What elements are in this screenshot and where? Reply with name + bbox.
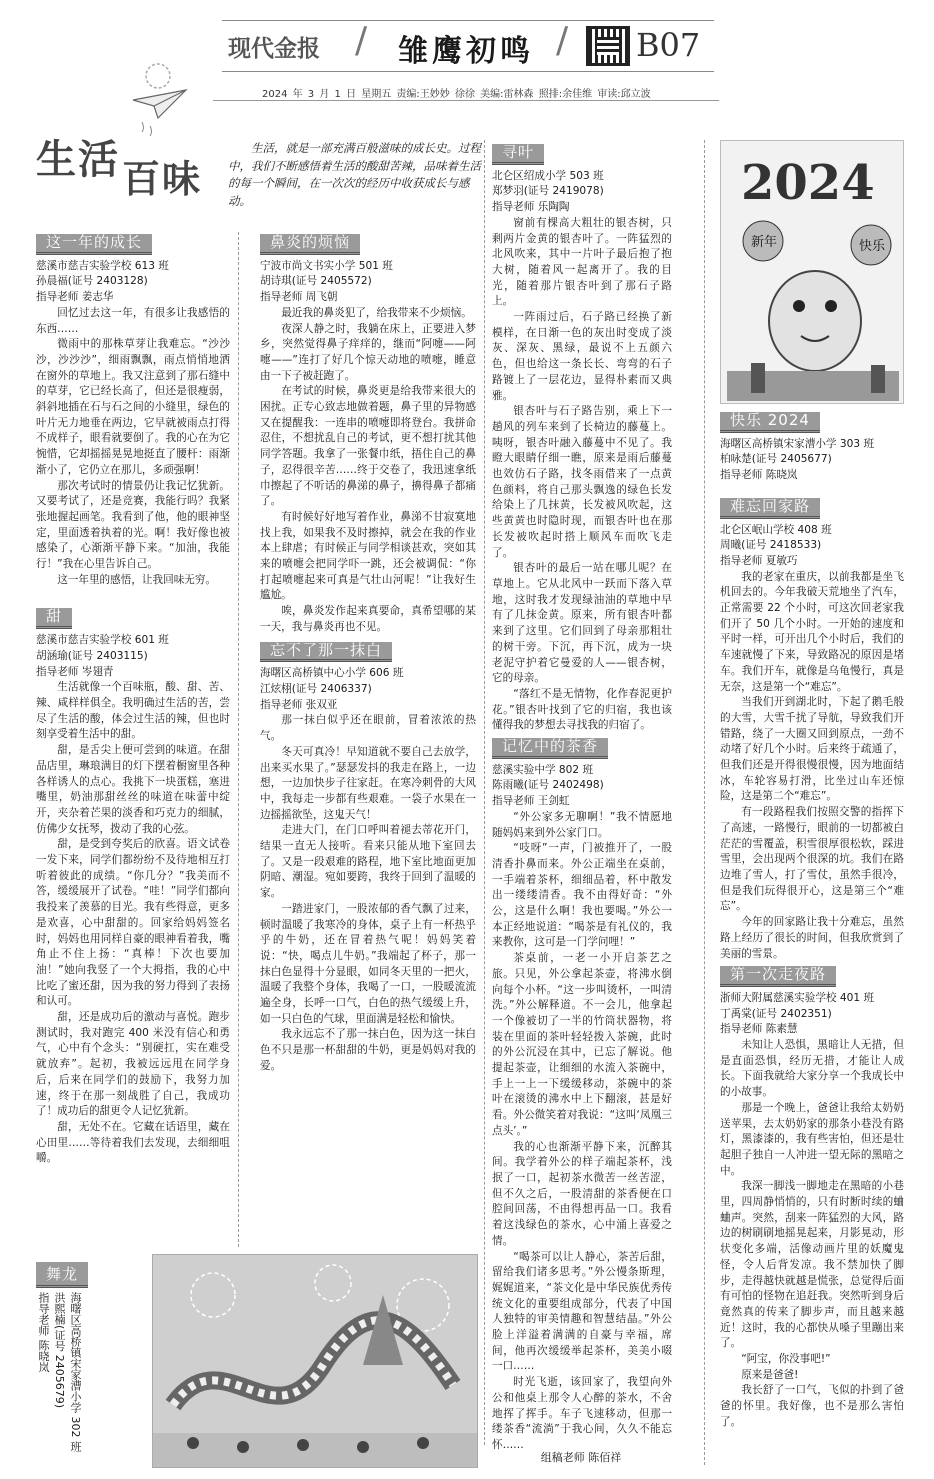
paragraph: 时光飞逝，该回家了，我望向外公和他桌上那令人心醉的茶水，不舍地挥了挥手。车子飞速移动，但那一缕茶香“流淌”于我心间，久久不能忘怀…… xyxy=(492,1376,672,1451)
paragraph: 最近我的鼻炎犯了，给我带来不少烦恼。 xyxy=(281,306,472,319)
paragraph: 回忆过去这一年，有很多让我感悟的东西…… xyxy=(36,306,230,335)
dragon-dance-drawing-icon xyxy=(153,1255,478,1468)
artwork-dragon-dance xyxy=(152,1254,478,1468)
footer-editor: 组稿老师 陈佰祥 xyxy=(540,1451,622,1464)
section-intro: 生活，就是一部充满百般滋味的成长史。过程中，我们不断感悟着生活的酸甜苦辣，品味着生活的每一个瞬间，在一次次的经历中收获成长与感动。 xyxy=(228,141,481,208)
article-author: 江炫栩(证号 2406337) xyxy=(260,682,372,695)
article-teacher: 指导老师 张双亚 xyxy=(260,698,338,711)
paragraph: 一阵雨过后，石子路已经换了新模样，在日渐一色的灰出时变成了淡灰、深灰、黑绿，最说不上五颜六色，但也给这一条长长、弯弯的石子路镀上了一层花边，显得朴素而又典雅。 xyxy=(492,311,672,402)
paragraph: 今年的回家路让我十分难忘，虽然路上经历了很长的时间，但我欣赏到了美丽的雪景。 xyxy=(720,916,904,960)
article-school: 北仑区岷山学校 408 班 xyxy=(720,523,832,536)
paragraph: 我长舒了一口气，飞似的扑到了爸爸的怀里。我好像，也不是那么害怕了。 xyxy=(720,1384,904,1428)
paragraph: 甜，是舌尖上便可尝到的味道。在甜品店里，琳琅满目的灯下摆着橱窗里各种各样诱人的点心。我挑下一块蛋糕，塞进嘴里，奶油那甜丝丝的味道在味蕾中绽开，夹杂着芒果的淡香和巧克力的细腻，仿佛少女抚琴，拨动了我的心弦。 xyxy=(36,744,230,835)
qr-code-icon xyxy=(586,26,630,66)
paragraph: 窗前有棵高大粗壮的银杏树，只剩两片金黄的银杏叶了。一阵猛烈的北风吹来，其中一片叶子最后抱了抱大树，随着风一起离开了。我的目光，随着那片银杏叶到了那石子路上。 xyxy=(492,216,672,308)
article-teacher: 指导老师 陈晓岚 xyxy=(720,469,798,482)
paper-plane-icon xyxy=(128,60,188,140)
paragraph: “外公家多无聊啊！”我不情愿地随妈妈来到外公家门口。 xyxy=(492,810,672,839)
svg-text:快乐: 快乐 xyxy=(859,239,886,254)
paragraph: “落红不是无情物，化作春泥更护花。”银杏叶找到了它的归宿，我也该懂得我的梦想去寻找我的归宿了。 xyxy=(492,687,672,732)
paragraph: 银杏叶的最后一站在哪儿呢？在草地上。它从北风中一跃而下落入草地，这时我才发现绿油油的草地中早有了几抹金黄。原来，所有银杏叶都来到了这里。它们回到了母亲那粗壮的树干旁。下沉，再下沉，成为一块老泥守护着它曼爱的人——银杏树，它的母亲。 xyxy=(492,562,672,685)
article-author: 周曦(证号 2418533) xyxy=(720,539,822,552)
artwork-teacher: 指导老师 陈晓岚 xyxy=(37,1292,50,1373)
paragraph: 我永远忘不了那一抹白色，因为这一抹白色不只是那一杯甜甜的牛奶，更是妈妈对我的爱。 xyxy=(260,1028,476,1072)
column-4 xyxy=(720,408,904,1431)
section-title-sub: 百味 xyxy=(122,156,203,201)
article-teacher: 指导老师 岑翅青 xyxy=(36,665,114,678)
article-heading: 甜 xyxy=(36,608,72,629)
article-school: 宁波市尚文书实小学 501 班 xyxy=(260,259,393,272)
column-2 xyxy=(260,230,476,1075)
article-school: 慈溪实验中学 802 班 xyxy=(492,763,594,776)
article-teacher: 指导老师 夏敏巧 xyxy=(720,554,798,567)
masthead-divider: / xyxy=(355,20,368,61)
column-1 xyxy=(36,230,230,1167)
paragraph: 甜，是受到夸奖后的欣喜。语文试卷一发下来，同学们都纷纷不及待地相互打听着彼此的成绩。“你几分？”我美而不答，缓缓展开了试卷。“哇！”同学们都向我投来了羡慕的目光。我有些得意，更多是欢喜，心中甜甜的。回家给妈妈签名时，妈妈也用同样自豪的眼神看着我，嘴角止不住上扬：“真棒！下次也要加油！”她向我竖了一个大拇指，我的心中比吃了蜜还甜，因为我的努力得到了表扬和认可。 xyxy=(36,838,230,1008)
paragraph: 当我们开到湖北时，下起了鹅毛般的大雪，大雪千扰了导航，导致我们开错路，绕了一大圈又回到原点，一劲不动堵了好几个小时。后来终于疏通了，但我们还是开得很慢很慢，因为地面结冰，车轮容易打滑，比坐过山车还惊险，这是第二个“难忘”。 xyxy=(720,696,904,803)
page-title: 雏鹰初鸣 xyxy=(398,34,534,69)
paragraph: 有时候好好地写着作业，鼻涕不甘寂寞地找上我，如果我不及时擦掉，就会在我的作业本上肆虐；有时候正与同学相谈甚欢，突如其来的喷嚏会把同学吓一跳，还会被调侃：“你打起喷嚏起来可真是气壮山河呢！”让我好生尴尬。 xyxy=(260,510,476,602)
paragraph: 微雨中的那株草芽让我难忘。“沙沙沙，沙沙沙”，细雨飘飘，雨点悄悄地洒在窗外的草地上。我又注意到了那石缝中的草芽，它已经长高了，但还是很瘦弱，斜斜地插在石与石之间的小缝里，绿色的叶片无力地垂在两边，它早就被雨点打得不成样子，眼看就要倒了。我的心在为它惋惜，它却摇摇晃晃地挺直了腰杆：雨渐渐小了，它仍立在那儿，多顽强啊！ xyxy=(36,338,230,476)
paragraph: 我的心也渐渐平静下来，沉醉其间。我学着外公的样子端起茶杯，浅抿了一口，起初茶水微苦一丝苦涩，但不久之后，一股清甜的茶香便在口腔间回荡，不由得想再品一口。我看着这浅绿色的茶水，心中涌上喜爱之情。 xyxy=(492,1140,672,1247)
article-author: 胡诗琪(证号 2405572) xyxy=(260,275,372,288)
paragraph: 茶桌前，一老一小开启茶艺之旅。只见，外公拿起茶壶，将沸水倒向每个小杯。“这一步叫烫杯，一叫清洗。”外公解释道。不一会儿，他拿起一个像被切了一半的竹筒状器物，将装在里面的茶叶轻轻拨入茶碗，此时的外公沉浸在其中，已忘了解说。他提起茶壶，让细细的水流入茶碗中，手上一上一下缓缓移动，茶碗中的茶叶在滚烫的沸水中上下翻滚，甚是好看。外公微笑着对我说：“这叫‘凤凰三点头’。” xyxy=(492,952,672,1137)
article-author: 丁禹棠(证号 2402351) xyxy=(720,1007,832,1020)
article-author: 柏咏楚(证号 2405677) xyxy=(720,453,832,466)
paragraph: 我的老家在重庆，以前我都是坐飞机回去的。今年我破天荒地坐了汽车，正常需要 22 个小时，可这次回老家我们开了 50 几个小时。一开始的速度和平时一样，可开出几个小时后，我们的车速就慢了下来，导致路况的原因是堵车。我们开车，就像是乌龟慢行，真是无奈，这是第一个“难忘”。 xyxy=(720,570,904,693)
paragraph: 那次考试时的情景仍让我记忆犹新。又要考试了，还是竞赛，我能行吗？我紧张地握起画笔。我看到了他，他的眼神坚定，里面透着执着的光。啊！我好像也被感染了，心渐渐平静下来。“加油，我能行！”我在心里告诉自己。 xyxy=(36,479,230,571)
paragraph: 甜，无处不在。它藏在话语里，藏在心田里……等待着我们去发现，去细细咀嚼。 xyxy=(36,1120,230,1165)
masthead-rule xyxy=(213,100,719,101)
article-teacher: 指导老师 陈素慧 xyxy=(720,1023,798,1036)
svg-text:新年: 新年 xyxy=(751,235,778,250)
column-divider xyxy=(484,140,485,1445)
page-number: B07 xyxy=(636,26,701,64)
paragraph: 这一年里的感悟，让我回味无穷。 xyxy=(57,573,217,586)
article-heading: 快乐 2024 xyxy=(720,412,820,433)
paragraph: “阿宝，你没事吧!” xyxy=(741,1353,831,1366)
artwork-caption xyxy=(36,1292,82,1462)
issue-info: 2024 年 3 月 1 日 星期五 责编:王妙妙 徐徐 美编:雷林森 照排:余佳维 审读:邱立波 xyxy=(262,89,651,100)
article-teacher: 指导老师 周飞朝 xyxy=(260,291,338,304)
paragraph: 原来是爸爸! xyxy=(741,1368,799,1381)
artwork-school: 海曙区高桥镇宋家漕小学 302 班 xyxy=(69,1292,82,1452)
paragraph: 那一抹白似乎还在眼前，冒着浓浓的热气。 xyxy=(260,714,476,743)
column-divider xyxy=(704,140,705,1465)
paragraph: 我深一脚浅一脚地走在黑暗的小巷里，四周静悄悄的，只有时断时续的蛐蛐声。突然，刮来一阵猛烈的大风，路边的树刷刷地摇晃起来，月影晃动，形状变化多端，活像动画片里的妖魔鬼怪，令人后背发凉。我不禁加快了脚步，走得越快就越是慌张，总觉得后面有可怕的怪物在追赶我。突然听到身后竟然真的传来了脚步声，而且越来越近！这时，我的心都快从嗓子里蹦出来了。 xyxy=(720,1180,904,1350)
paragraph: 在考试的时候，鼻炎更是给我带来很大的困扰。正专心致志地做着题，鼻子里的异物感又在提醒我：一连串的喷嚏即将登台。我拼命忍住，不想扰乱自己的考试，更不想打扰其他同学答题。我拿了一张餐巾纸，捂住自己的鼻子，忍得很辛苦……终于交卷了，我迅速拿纸巾擦起了不听话的鼻涕的鼻子，擤得鼻子都痛了。 xyxy=(260,385,476,508)
paragraph: 生活就像一个百味瓶，酸、甜、苦、辣、咸样样俱全。我明确过生活的苦，尝尽了生活的酸，体会过生活的辣，但也时刻享受着生活中的甜。 xyxy=(36,681,230,741)
paragraph: 有一段路程我们按照交警的指挥下了高速，一路慢行，眼前的一切都被白茫茫的雪覆盖，积雪很厚很松软，踩进雪里，会出现两个很深的坑。我们在路边堆了雪人，打了雪仗，虽然手很冷，但是我们玩得很开心，这是第三个“难忘”。 xyxy=(720,806,904,913)
paragraph: 冬天可真冷！早知道就不要自己去放学，出来买水果了。”瑟瑟发抖的我走在路上，一边想，一边加快步子往家赶。在寒冷刺骨的大风中，我每走一步都有些艰难。一袋子水果在一边摇摇欲坠，这鬼天气！ xyxy=(260,745,476,821)
paragraph: 未知让人恐惧，黑暗让人无措，但是直面恐惧，经历无措，才能让人成长。下面我就给大家分享一个我成长中的小故事。 xyxy=(720,1039,904,1099)
column-3 xyxy=(492,140,672,1454)
artwork-2024 xyxy=(720,140,904,404)
paragraph: 唉，鼻炎发作起来真要命，真希望哪的某一天，我与鼻炎再也不见。 xyxy=(260,605,476,633)
article-teacher: 指导老师 姜志华 xyxy=(36,291,114,304)
article-school: 海曙区高桥镇宋家漕小学 303 班 xyxy=(720,437,875,450)
paragraph: 甜，还是成功后的激动与喜悦。跑步测试时，我对跑完 400 米没有信心和勇气，心中有个念头：“别硬扛，实在难受就放弃”。起初，我被远远甩在同学身后，后来在同学们的鼓励下，我努力加速，终于在那一刻战胜了自己，我成功了！成功后的甜更令人记忆犹新。 xyxy=(36,1011,230,1118)
masthead-divider: / xyxy=(556,20,569,61)
article-author: 孙晨福(证号 2403128) xyxy=(36,275,148,288)
paragraph: “吱呀”一声，门被推开了，一股清香扑鼻而来。外公正端坐在桌前，一手端着茶杯，细细品着，杯中散发出一缕缕清香。我不由得好奇：“外公，这是什么啊！我也要喝。”外公一本正经地说道：“喝茶是有礼仪的，我来教你，这可是一门学问哩！” xyxy=(492,842,672,949)
svg-text:2024: 2024 xyxy=(741,155,875,211)
article-school: 慈溪市慈吉实验学校 613 班 xyxy=(36,259,169,272)
article-heading: 鼻炎的烦恼 xyxy=(260,234,360,255)
article-heading: 这一年的成长 xyxy=(36,234,152,255)
article-heading: 舞龙 xyxy=(36,1262,88,1288)
article-heading: 寻叶 xyxy=(492,144,544,165)
article-heading: 难忘回家路 xyxy=(720,498,820,519)
paragraph: “喝茶可以让人静心，茶苦后甜，留给我们诸多思考。”外公慢条斯理，娓娓道来，“茶文化是中华民族优秀传统文化的重要组成部分，代表了中国人独特的审美情趣和智慧结晶。”外公脸上洋溢着满满的自豪与幸福，席间，他再次缓缓举起茶杯，美美小啜一口…… xyxy=(492,1250,672,1373)
article-school: 海曙区高桥镇中心小学 606 班 xyxy=(260,667,404,680)
article-school: 慈溪市慈吉实验学校 601 班 xyxy=(36,634,169,647)
paragraph: 夜深人静之时，我躺在床上，正要进入梦乡，突然觉得鼻子痒痒的，继而“阿嚏——阿嚏——”连打了好几个惊天动地的喷嚏，睡意由一下子被赶跑了。 xyxy=(260,322,476,382)
newspaper-brand: 现代金报 xyxy=(228,35,320,62)
article-heading: 第一次走夜路 xyxy=(720,966,836,987)
article-author: 陈雨曦(证号 2402498) xyxy=(492,779,604,792)
article-teacher: 指导老师 王剑虹 xyxy=(492,795,570,808)
article-school: 北仑区绍成小学 503 班 xyxy=(492,169,604,182)
section-title: 生活 xyxy=(36,136,120,183)
article-author: 郑梦羽(证号 2419078) xyxy=(492,185,604,198)
column-divider xyxy=(238,232,239,1247)
paragraph: 走进大门，在门口呼叫着褪去蒂花开门，结果一直无人接听。看来只能从地下室回去了。又是一段艰难的路程，地下室比地面更加阴暗、潮湿。宛如要跨，我终于回到了温暖的家。 xyxy=(260,824,476,900)
artwork-author: 洪熙楠(证号 2405679) xyxy=(53,1292,66,1409)
dragon-drawing-icon xyxy=(721,141,904,404)
paragraph: 一踏进家门，一股浓郁的香气飘了过来，顿时温暖了我寒冷的身体，桌子上有一杯热乎乎的牛奶，还在冒着热气呢！妈妈笑着说：“快，喝点儿牛奶。”我端起了杯子，那一抹白色显得十分显眼，如同冬天里的一把火，温暖了我整个身体，我喝了一口，一股暖流流遍全身，长呼一口气，白色的热气缓缓上升，如一只白色的气球，里面满是轻松和愉快。 xyxy=(260,902,476,1025)
article-heading: 记忆中的茶香 xyxy=(492,738,608,759)
article-school: 浙师大附属慈溪实验学校 401 班 xyxy=(720,991,875,1004)
article-teacher: 指导老师 乐陶陶 xyxy=(492,201,570,214)
paragraph: 银杏叶与石子路告别，乘上下一趟风的列车来到了长椅边的藤蔓上。咦呀，银杏叶融入藤蔓中不见了。我瞪大眼睛仔细一瞧，原来是雨后藤蔓也效仿石子路，找冬雨借来了一点黄色颜料，将自己那头飘逸的绿色长发给染上了几抹黄，长发被风吹起，这些黄黄也时隐时现，而银杏叶也在那长发被吹起时搭上顺风车而吹飞走了。 xyxy=(492,405,672,559)
article-author: 胡涵瑜(证号 2403115) xyxy=(36,649,148,662)
paragraph: 那是一个晚上，爸爸让我给太奶奶送苹果，去太奶奶家的那条小巷没有路灯，黑漆漆的，我有些害怕，但还是壮起胆子独自一人冲进一望无际的黑暗之中。 xyxy=(720,1101,904,1177)
article-heading: 忘不了那一抹白 xyxy=(260,642,392,663)
